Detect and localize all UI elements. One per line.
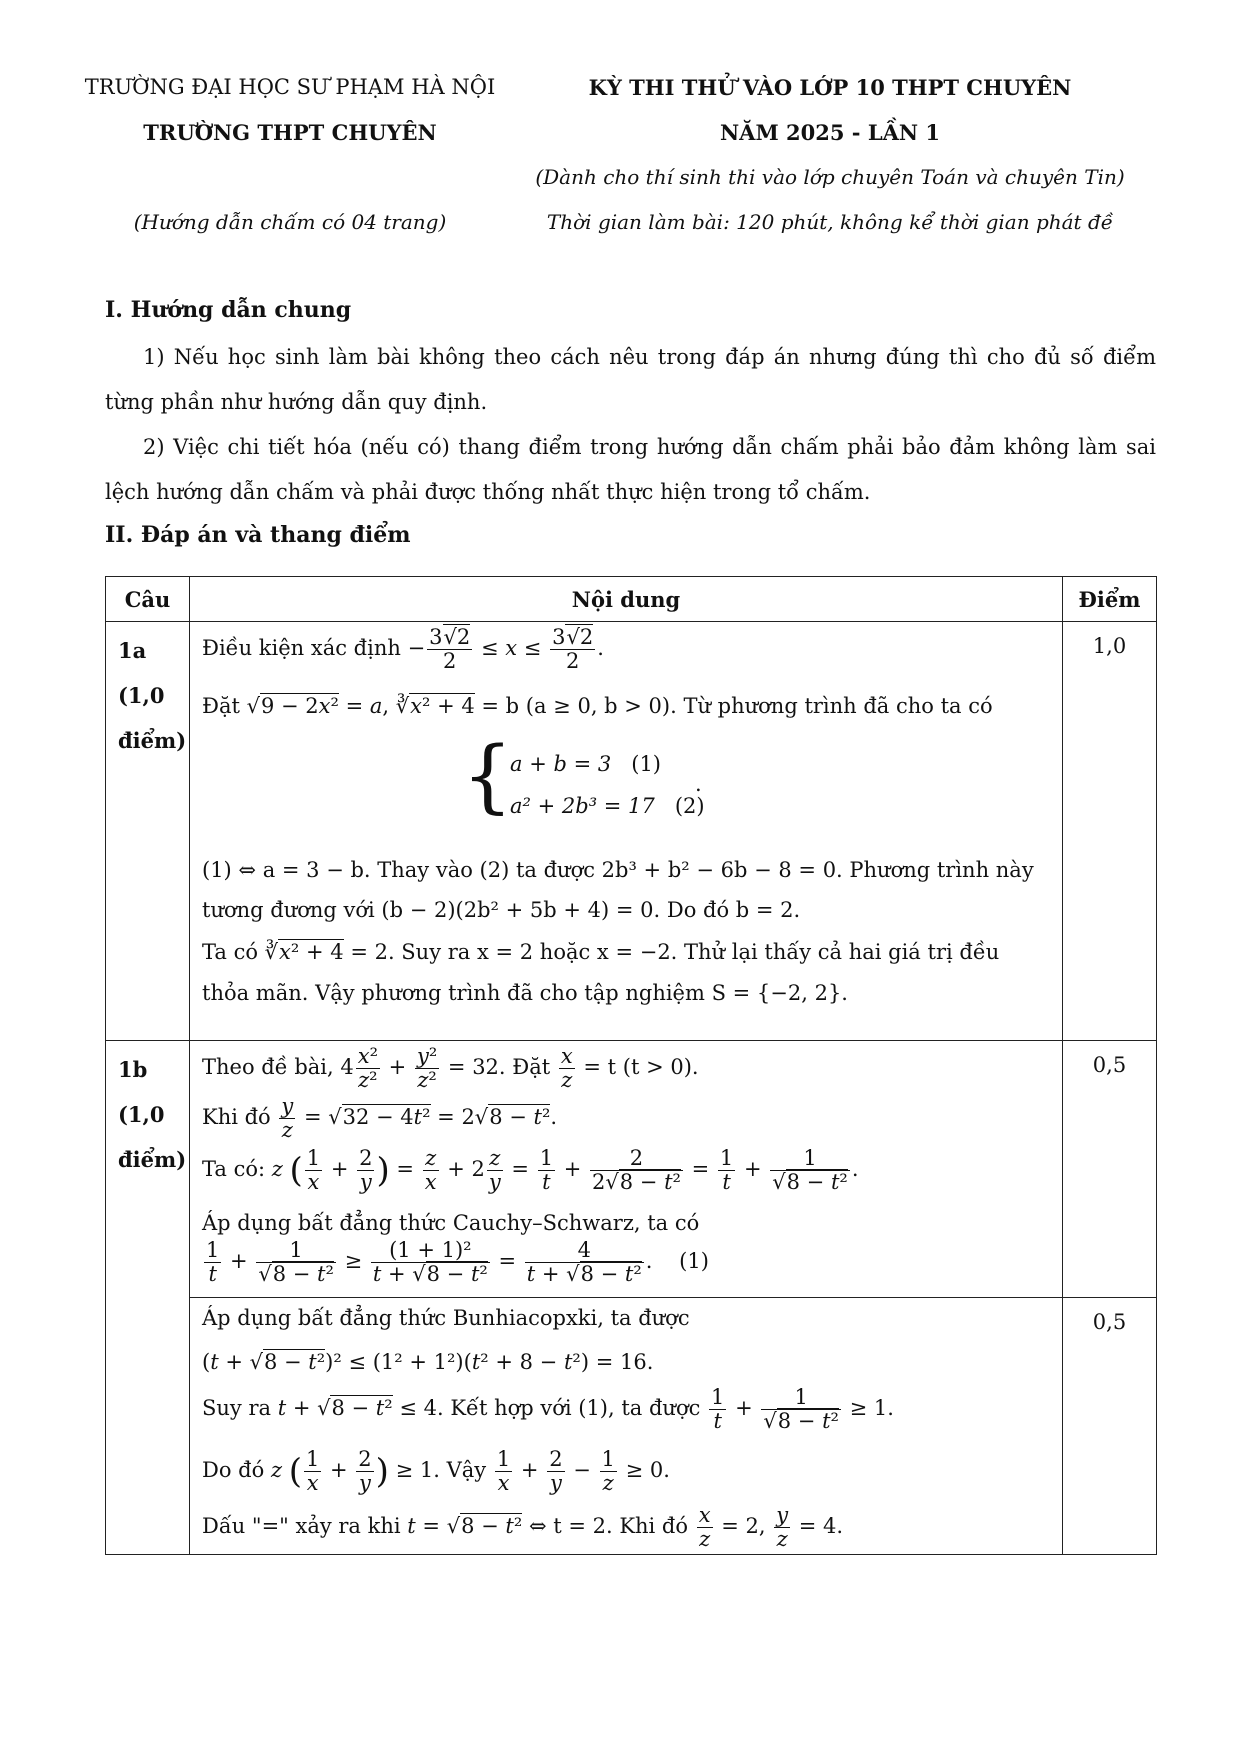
guideline-2: 2) Việc chi tiết hóa (nếu có) thang điểm trong hướng dẫn chấm phải bảo đảm không làm sai lệch hướng dẫn chấm và phải được thống nhất thực hiện trong tổ chấm. [105,435,1156,504]
substitution-prefix: Đặt [202,694,240,718]
solution-line-2: tương đương với (b − 2)(2b² + 5b + 4) = 0. Do đó b = 2. [202,898,801,922]
question-label: 1a [118,638,147,663]
school-name: TRƯỜNG THPT CHUYÊN [143,120,437,145]
exam-audience: (Dành cho thí sinh thi vào lớp chuyên Toán và chuyên Tin) [535,165,1125,189]
score-cell-1b-a [1063,1041,1157,1298]
conclusion-line: Do đó z ( $\frac{1}{x}$ + $\frac{2}{y}$ ) ≥ 1. Vậy $\frac{1}{x}$ + $\frac{2}{y}$ − $\frac{1}{z}$ ≥ 0. [202,1447,670,1496]
equality-line: Dấu "=" xảy ra khi t = √8 − t² ⇔ t = 2. Khi đó $\frac{x}{z}$ = 2, $\frac{y}{z}$ = 4. [202,1503,844,1552]
system-period: . [695,772,702,796]
score-value: 0,5 [1092,1053,1127,1077]
cauchy-schwarz-inequality: $\frac{1}{t}$ + $\frac{1}{\text{√8 − t²}}$ ≥ $\frac{\text{(1 + 1)²}}{\text{t + √8 − t²}}$ = $\frac{4}{\text{t + √8 − t²}}$ . (1) [206,1238,709,1287]
score-value: 1,0 [1092,634,1127,658]
content-cell-1b-a [190,1041,1063,1298]
solution-line-4: thỏa mãn. Vậy phương trình đã cho tập nghiệm S = {−2, 2}. [202,981,848,1005]
question-points: (1,0 [118,683,165,708]
exam-year: NĂM 2025 - LẦN 1 [719,120,940,145]
bunhiacopxki-inequality: (t + √8 − t²)² ≤ (1² + 1²)(t² + 8 − t²) = 16. [202,1350,654,1374]
question-points-unit: điểm) [118,728,187,753]
question-points-unit: điểm) [118,1147,187,1172]
combine-line: Suy ra t + √8 − t² ≤ 4. Kết hợp với (1), ta được $\frac{1}{t}$ + $\frac{1}{\text{√8 − t²}}$ ≥ 1. [202,1385,894,1434]
content-cell-1b-b [190,1298,1063,1555]
question-cell-1b [106,1041,190,1555]
content-cell-1a [190,622,1063,1041]
score-cell-1a [1063,622,1157,1041]
condition-text: Điều kiện xác định [202,636,401,661]
solution-line-3: Ta có ∛x² + 4 = 2. Suy ra x = 2 hoặc x = −2. Thử lại thấy cả hai giá trị đều [202,940,1000,964]
guideline-1: 1) Nếu học sinh làm bài không theo cách nêu trong đáp án nhưng đúng thì cho đủ số điểm từng phần như hướng dẫn quy định. [105,345,1156,414]
exam-time: Thời gian làm bài: 120 phút, không kể thời gian phát đề [546,210,1114,234]
table-header-row [106,577,1157,622]
section-answers-title: II. Đáp án và thang điểm [105,522,411,548]
system-eq-2: a² + 2b³ = 17 (2) [510,794,705,818]
score-value: 0,5 [1092,1310,1127,1334]
given-line: Theo đề bài, 4 $\frac{\text{x²}}{\text{z²}}$ + $\frac{\text{y²}}{\text{z²}}$ = 32. Đặt $\frac{x}{z}$ = t (t > 0). [202,1044,699,1093]
solution-line-1: (1) ⇔ a = 3 − b. Thay vào (2) ta được 2b³ + b² − 6b − 8 = 0. Phương trình này [202,858,1034,882]
system-brace: { [462,729,513,822]
table-row-1b-a [106,1041,1157,1298]
bunhiacopxki-line: Áp dụng bất đẳng thức Bunhiacopxki, ta được [202,1306,690,1330]
header-question: Câu [106,577,190,622]
substitution-line: Đặt √9 − 2x² = a, ∛x² + 4 = b (a ≥ 0, b > 0). Từ phương trình đã cho ta có [202,694,993,718]
section-general-title: I. Hướng dẫn chung [105,297,352,323]
exam-title: KỲ THI THỬ VÀO LỚP 10 THPT CHUYÊN [588,75,1072,100]
university-name: TRƯỜNG ĐẠI HỌC SƯ PHẠM HÀ NỘI [84,75,496,99]
table-row-1a [106,622,1157,1041]
system-eq-1: a + b = 3 (1) [510,752,661,776]
substitution-suffix: = b (a ≥ 0, b > 0). Từ phương trình đã cho ta có [481,694,993,718]
header-content: Nội dung [190,577,1063,622]
score-cell-1b-b [1063,1298,1157,1555]
question-label: 1b [118,1057,148,1082]
page-count-note: (Hướng dẫn chấm có 04 trang) [133,210,447,234]
header-score: Điểm [1063,577,1157,622]
ratio-line: Khi đó $\frac{y}{z}$ = √32 − 4t² = 2√8 − t². [202,1094,558,1143]
answer-table [105,576,1157,1555]
cauchy-schwarz-line: Áp dụng bất đẳng thức Cauchy–Schwarz, ta có [202,1211,700,1235]
condition-line: Điều kiện xác định − $\frac{3√2}{2}$ ≤ x ≤ $\frac{3√2}{2}$ . [202,625,604,674]
expression-line: Ta có: z ( $\frac{1}{x}$ + $\frac{2}{y}$ ) = $\frac{z}{x}$ + 2 $\frac{z}{y}$ = $\frac{1}{t}$ + $\frac{2}{\text{2√8 − t²}}$ = $\frac{1}{t}$ + $\frac{1}{\text{√8 − t²}}$ . [202,1146,859,1195]
question-points: (1,0 [118,1102,165,1127]
table-row-1b-b [106,1298,1157,1555]
question-cell-1a [106,622,190,1041]
